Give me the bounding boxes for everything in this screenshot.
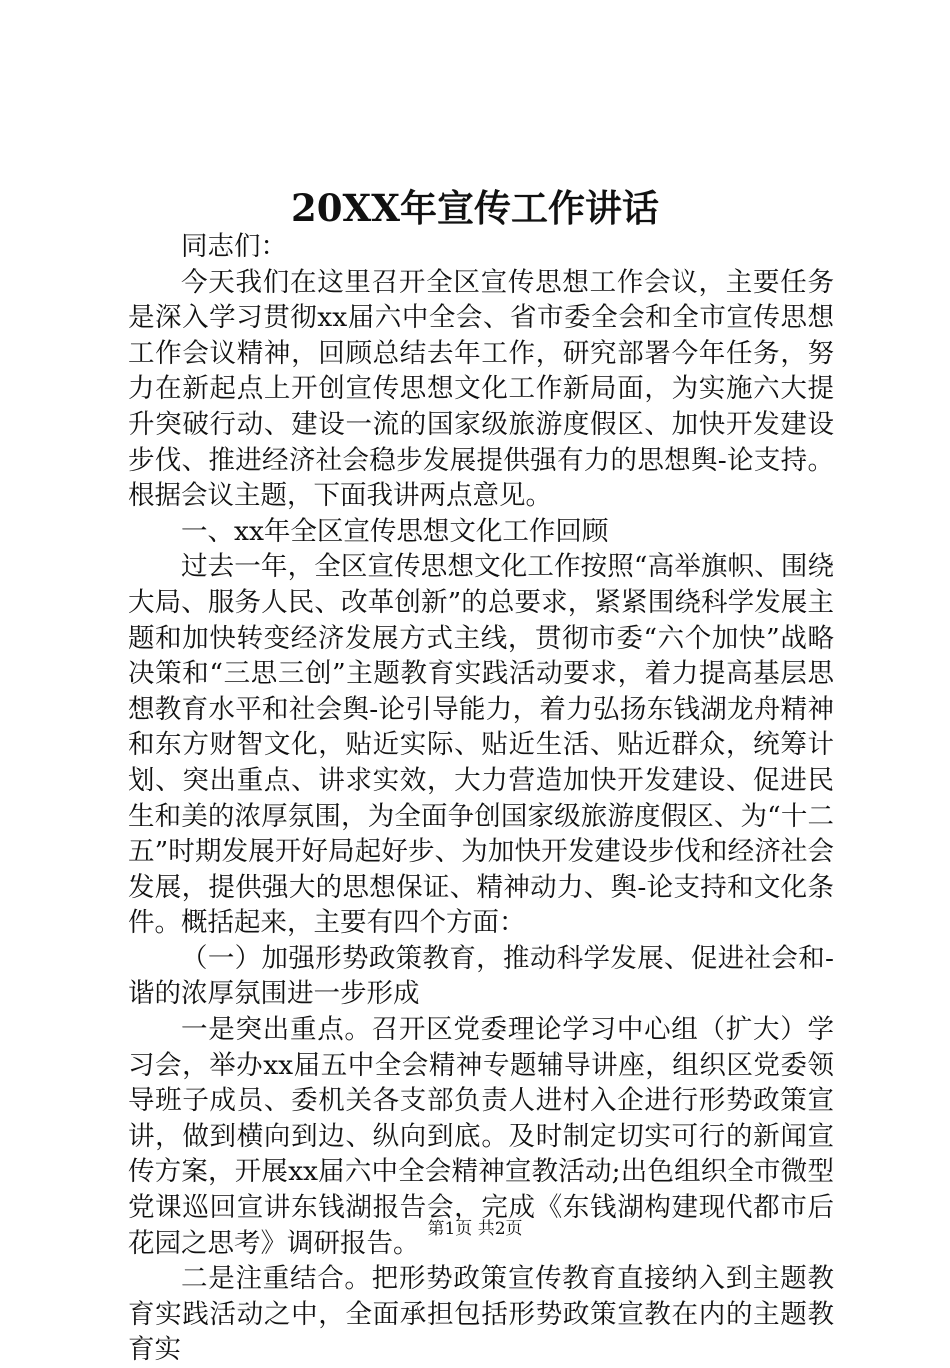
paragraph-intro: 今天我们在这里召开全区宣传思想工作会议，主要任务是深入学习贯彻xx届六中全会、省市委全会和全市宣传思想工作会议精神，回顾总结去年工作，研究部署今年任务，努力在新起点上开创宣传思想文化工作新局面，为实施六大提升突破行动、建设一流的国家级旅游度假区、加快开发建设步伐、推进经济社会稳步发展提供强有力的思想舆-论支持。根据会议主题，下面我讲两点意见。: [128, 266, 834, 512]
document-body: [128, 229, 834, 1368]
subsection-heading-1: （一）加强形势政策教育，推动科学发展、促进社会和-谐的浓厚氛围进一步形成: [128, 942, 834, 1010]
page-footer: 第1页 共2页: [427, 1219, 523, 1239]
section-heading-review: 一、xx年全区宣传思想文化工作回顾: [181, 515, 609, 547]
paragraph-point-1: 一是突出重点。召开区党委理论学习中心组（扩大）学习会，举办xx届五中全会精神专题辅导讲座，组织区党委领导班子成员、委机关各支部负责人进村入企进行形势政策宣讲，做到横向到边、纵向到底。及时制定切实可行的新闻宣传方案，开展xx届六中全会精神宣教活动;出色组织全市微型党课巡回宣讲东钱湖报告会，完成《东钱湖构建现代都市后花园之思考》调研报告。: [128, 1014, 834, 1259]
paragraph-point-2: 二是注重结合。把形势政策宣传教育直接纳入到主题教育实践活动之中，全面承担包括形势政策宣教在内的主题教育实: [128, 1263, 834, 1366]
document-title: 20XX年宣传工作讲话: [291, 186, 659, 230]
paragraph-salutation: 同志们：: [181, 231, 287, 262]
paragraph-review: 过去一年，全区宣传思想文化工作按照“高举旗帜、围绕大局、服务人民、改革创新”的总要求，紧紧围绕科学发展主题和加快转变经济发展方式主线，贯彻市委“六个加快”战略决策和“三思三创”主题教育实践活动要求，着力提高基层思想教育水平和社会舆-论引导能力，着力弘扬东钱湖龙舟精神和东方财智文化，贴近实际、贴近生活、贴近群众，统筹计划、突出重点、讲求实效，大力营造加快开发建设、促进民生和美的浓厚氛围，为全面争创国家级旅游度假区、为“十二五”时期发展开好局起好步、为加快开发建设步伐和经济社会发展，提供强大的思想保证、精神动力、舆-论支持和文化条件。概括起来，主要有四个方面：: [128, 551, 834, 939]
